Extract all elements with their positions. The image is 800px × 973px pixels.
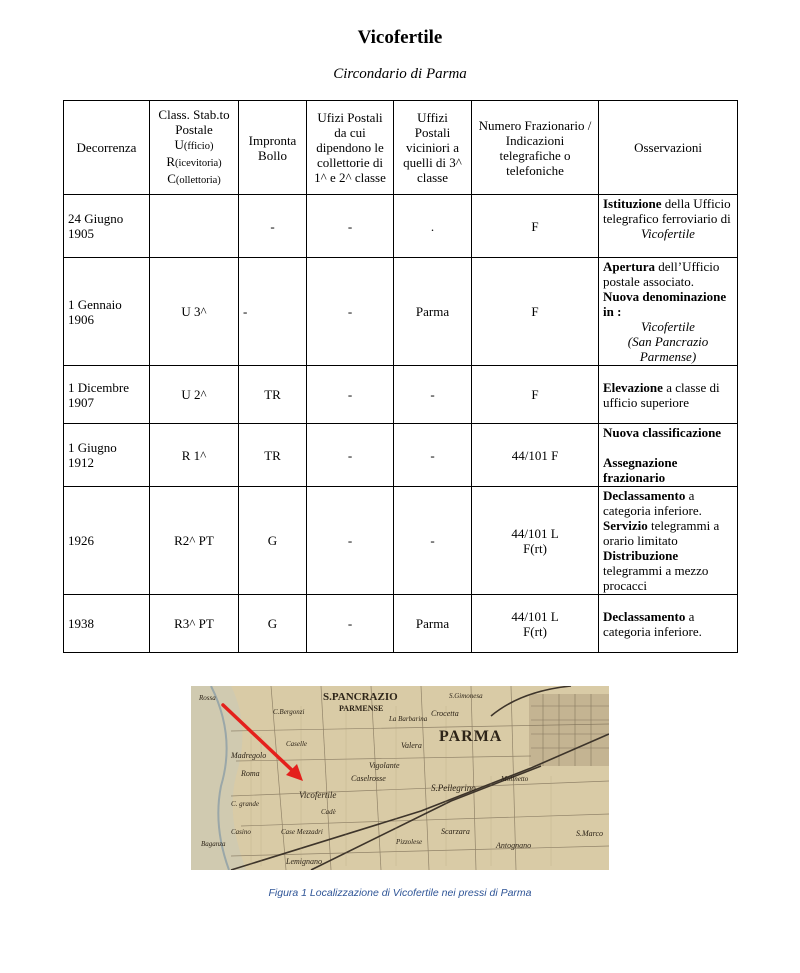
cell-uffizi: . [394,195,472,258]
map-label: Valera [401,741,422,750]
page-subtitle: Circondario di Parma [333,66,467,82]
map-label: Baganza [201,840,226,848]
map-label: S.PANCRAZIO [323,691,398,703]
map-label: Lemignano [286,857,322,866]
cell-osservazioni [599,487,738,595]
obs-bold: Servizio [603,518,648,533]
map-label: Cadè [321,808,336,816]
cell-uffizi: - [394,487,472,595]
cell-impronta: G [239,487,307,595]
figure-caption: Figura 1 Localizzazione di Vicofertile nei pressi di Parma [268,887,532,899]
cell-classe: R 1^ [150,424,239,487]
map-label: Roma [241,769,260,778]
cell-impronta: G [239,595,307,653]
map-label: Crocetta [431,709,459,718]
cell-ufizi: - [307,487,394,595]
map-label: Madregolo [231,751,267,760]
header-osservazioni: Osservazioni [599,101,738,195]
cell-uffizi: Parma [394,595,472,653]
obs-bold: Apertura [603,259,655,274]
cell-ufizi: - [307,366,394,424]
cell-impronta: TR [239,424,307,487]
cell-osservazioni [599,195,738,258]
cell-uffizi: Parma [394,258,472,366]
class-u-rest: (fficio) [183,141,214,152]
map-label: Vicofertile [299,790,337,800]
class-c-rest: (ollettoria) [175,175,221,186]
numero-text: 44/101 L F(rt) [511,525,559,556]
obs-bold: Nuova classificazione [603,425,722,440]
cell-ufizi: - [307,258,394,366]
map-label: Vigolante [369,761,400,770]
map-label: S.Pellegrino [431,783,476,793]
map-label: PARMA [439,728,503,745]
obs-bold: Declassamento [603,608,686,624]
table-header-row [64,101,738,195]
obs-italic: Vicofertile [641,226,695,241]
cell-numero: F [472,366,599,424]
cell-impronta: TR [239,366,307,424]
map-label: Rossa [199,694,216,702]
obs-text: a categoria inferiore. [603,488,702,518]
cell-ufizi: - [307,595,394,653]
cell-osservazioni [599,366,738,424]
historic-map-image [191,686,609,870]
cell-osservazioni [599,258,738,366]
class-r-rest: (icevitoria) [175,158,222,169]
obs-italic: Vicofertile [641,319,695,334]
cell-decorrenza: 1 Giugno 1912 [64,424,150,487]
numero-text: 44/101 F [511,447,559,463]
map-label: La Barbarina [389,715,428,723]
cell-decorrenza: 24 Giugno 1905 [64,195,150,258]
map-label: Molinetto [501,775,529,783]
cell-numero: F [472,258,599,366]
header-ufizi: Ufizi Postali da cui dipendono le collettorie di 1^ e 2^ classe [307,101,394,195]
map-label: S.Marco [576,829,604,838]
map-label: Scarzara [441,827,470,836]
cell-decorrenza: 1 Dicembre 1907 [64,366,150,424]
map-label: Antognano [496,841,532,850]
class-r-letter: R [166,154,176,169]
cell-impronta: - [239,258,307,366]
class-c-letter: C [167,171,176,186]
header-class [150,101,239,195]
obs-text: a categoria inferiore. [603,608,702,639]
cell-decorrenza: 1 Gennaio 1906 [64,258,150,366]
header-numero: Numero Frazionario / Indicazioni telegrafiche o telefoniche [472,101,599,195]
registry-table [63,100,738,653]
table-row [64,195,738,258]
obs-bold: Declassamento [603,488,686,503]
page-title: Vicofertile [357,27,443,48]
header-decorrenza: Decorrenza [64,101,150,195]
cell-numero [472,424,599,487]
map-city-area [529,694,609,766]
cell-numero [472,487,599,595]
obs-bold: Nuova denominazione in : [603,289,727,319]
obs-bold: Assegnazione frazionario [603,455,678,485]
obs-text: della Ufficio telegrafico ferroviario di [603,196,731,226]
cell-classe: U 2^ [150,366,239,424]
cell-uffizi: - [394,424,472,487]
cell-osservazioni [599,595,738,653]
cell-osservazioni [599,424,738,487]
table-row [64,487,738,595]
map-label: Case Mezzadri [281,828,323,836]
map-label: Caselrosse [351,774,386,783]
cell-decorrenza: 1926 [64,487,150,595]
header-impronta: Impronta Bollo [239,101,307,195]
map-label: Casino [231,828,251,836]
map-label: S.Gimonesa [449,692,483,700]
table-row [64,366,738,424]
obs-bold: Istituzione [603,196,662,211]
cell-classe: R3^ PT [150,595,239,653]
obs-bold: Elevazione [603,379,663,395]
obs-text: dell’Ufficio postale associato. [603,259,720,289]
map-label: Pizzolese [396,838,423,846]
table-row [64,595,738,653]
map-label: C. grande [231,800,259,808]
cell-ufizi: - [307,195,394,258]
header-uffizi: Uffizi Postali viciniori a quelli di 3^ classe [394,101,472,195]
map-label: Caselle [286,740,307,748]
obs-bold: Distribuzione [603,548,679,563]
header-class-title: Class. Stab.to Postale [158,107,230,137]
class-u-letter: U [174,137,184,152]
cell-ufizi: - [307,424,394,487]
cell-classe: U 3^ [150,258,239,366]
cell-numero: F [472,195,599,258]
cell-classe [150,195,239,258]
cell-uffizi: - [394,366,472,424]
table-row [64,424,738,487]
obs-text: a classe di ufficio superiore [603,379,720,410]
map-label: C.Bergonzi [273,708,305,716]
obs-text: telegrammi a orario limitato [603,518,720,548]
map-label: PARMENSE [339,704,384,713]
numero-text: 44/101 L F(rt) [511,608,559,639]
obs-text: telegrammi a mezzo procacci [603,563,709,593]
cell-numero [472,595,599,653]
cell-classe: R2^ PT [150,487,239,595]
cell-decorrenza: 1938 [64,595,150,653]
obs-italic: (San Pancrazio Parmense) [627,334,709,364]
cell-impronta: - [239,195,307,258]
table-row [64,258,738,366]
